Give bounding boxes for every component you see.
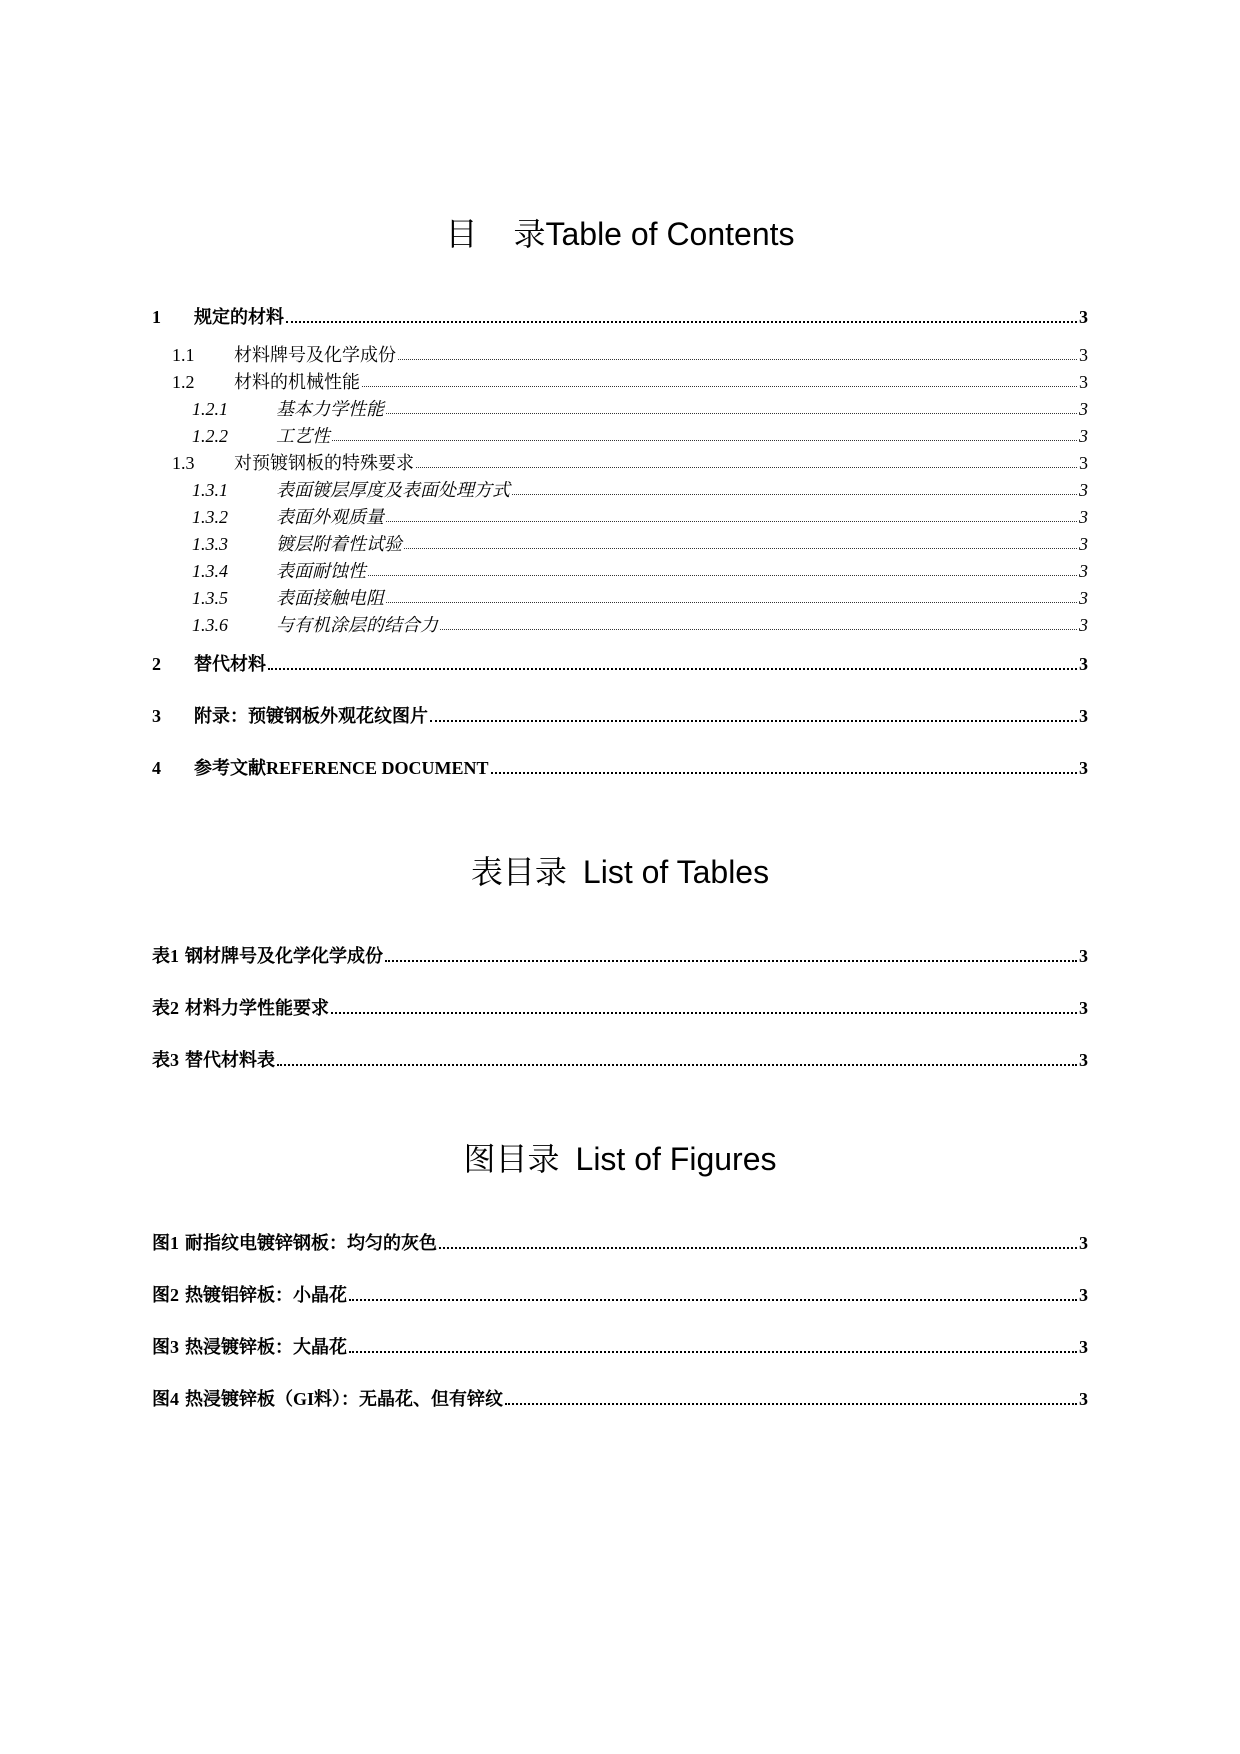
toc-entry-page: 3 <box>1079 480 1088 500</box>
toc-entry-title: 工艺性 <box>276 426 330 446</box>
toc-entry-number: 1.3.1 <box>192 480 228 500</box>
table-entry-page: 3 <box>1079 946 1088 966</box>
toc-entry-page: 3 <box>1079 615 1088 635</box>
toc-entry-number: 1.3.5 <box>192 588 228 608</box>
toc-entry-page: 3 <box>1079 399 1088 419</box>
toc-dot-leader <box>349 1299 1077 1301</box>
toc-entry-page: 3 <box>1079 426 1088 446</box>
toc-entry[interactable] <box>152 367 1088 393</box>
toc-entry[interactable] <box>152 340 1088 366</box>
toc-entry[interactable] <box>152 502 1088 528</box>
toc-entry-page: 3 <box>1079 706 1088 726</box>
table-entry-title: 钢材牌号及化学化学成份 <box>185 946 383 966</box>
toc-entry-title: 基本力学性能 <box>276 399 384 419</box>
toc-entry-title: 镀层附着性试验 <box>276 534 402 554</box>
toc-entry[interactable] <box>152 421 1088 447</box>
toc-entry-number: 1.3.6 <box>192 615 228 635</box>
toc-entry[interactable] <box>152 753 1088 779</box>
toc-dot-leader <box>349 1351 1077 1353</box>
toc-dot-leader <box>398 359 1077 360</box>
toc-entry[interactable] <box>152 448 1088 474</box>
toc-entry-page: 3 <box>1079 758 1088 778</box>
toc-entry-page: 3 <box>1079 507 1088 527</box>
figures-heading-part1: 图目录 <box>463 1141 560 1177</box>
contents-heading-part1: 目 <box>445 216 478 252</box>
figure-list-entry[interactable] <box>152 1384 1088 1410</box>
toc-entry-title: 附录：预镀钢板外观花纹图片 <box>194 706 428 726</box>
table-entry-page: 3 <box>1079 998 1088 1018</box>
table-list-entry[interactable] <box>152 993 1088 1019</box>
toc-entry-title: 表面镀层厚度及表面处理方式 <box>276 480 510 500</box>
toc-entry-number: 1.3.3 <box>192 534 228 554</box>
toc-dot-leader <box>268 668 1077 670</box>
table-list-entry[interactable] <box>152 1045 1088 1071</box>
toc-dot-leader <box>491 772 1077 774</box>
toc-entry-title: 表面外观质量 <box>276 507 384 527</box>
figure-list-entry[interactable] <box>152 1280 1088 1306</box>
figures-heading <box>0 1139 1240 1179</box>
toc-entry-page: 3 <box>1079 561 1088 581</box>
figure-entry-title: 热浸镀锌板：大晶花 <box>185 1337 347 1357</box>
figure-entry-page: 3 <box>1079 1233 1088 1253</box>
toc-entry-number: 1.3.4 <box>192 561 228 581</box>
toc-entry-number: 2 <box>152 654 161 674</box>
toc-dot-leader <box>386 521 1077 522</box>
toc-entry[interactable] <box>152 649 1088 675</box>
figure-list-entry[interactable] <box>152 1228 1088 1254</box>
toc-dot-leader <box>362 386 1077 387</box>
toc-dot-leader <box>368 575 1077 576</box>
toc-dot-leader <box>277 1064 1077 1066</box>
table-entry-page: 3 <box>1079 1050 1088 1070</box>
toc-entry[interactable] <box>152 610 1088 636</box>
toc-entry-page: 3 <box>1079 453 1088 473</box>
toc-dot-leader <box>439 1247 1077 1249</box>
figure-entry-number: 图3 <box>152 1337 179 1357</box>
figures-heading-part2: List of Figures <box>575 1141 777 1177</box>
toc-entry-number: 4 <box>152 758 161 778</box>
toc-entry-number: 1.2.2 <box>192 426 228 446</box>
contents-heading-part2: 录Table of Contents <box>513 216 795 252</box>
figure-entry-page: 3 <box>1079 1337 1088 1357</box>
toc-entry-number: 1.3.2 <box>192 507 228 527</box>
toc-entry-title: 与有机涂层的结合力 <box>276 615 438 635</box>
toc-dot-leader <box>416 467 1077 468</box>
toc-dot-leader <box>440 629 1077 630</box>
table-entry-title: 替代材料表 <box>185 1050 275 1070</box>
toc-dot-leader <box>386 602 1077 603</box>
tables-heading-part2: List of Tables <box>582 854 770 890</box>
toc-entry-title: 规定的材料 <box>194 307 284 327</box>
toc-dot-leader <box>386 413 1077 414</box>
toc-entry-number: 1.2.1 <box>192 399 228 419</box>
toc-dot-leader <box>332 440 1077 441</box>
toc-dot-leader <box>505 1403 1077 1405</box>
toc-entry-page: 3 <box>1079 534 1088 554</box>
toc-entry-page: 3 <box>1079 654 1088 674</box>
contents-heading <box>0 214 1240 254</box>
figure-entry-number: 图4 <box>152 1389 179 1409</box>
toc-entry-page: 3 <box>1079 372 1088 392</box>
toc-entry[interactable] <box>152 394 1088 420</box>
toc-dot-leader <box>430 720 1077 722</box>
tables-heading-part1: 表目录 <box>470 854 567 890</box>
toc-entry-title: 替代材料 <box>194 654 266 674</box>
tables-heading <box>0 852 1240 892</box>
toc-dot-leader <box>404 548 1077 549</box>
figure-entry-number: 图2 <box>152 1285 179 1305</box>
figure-list-entry[interactable] <box>152 1332 1088 1358</box>
toc-entry[interactable] <box>152 302 1088 328</box>
toc-entry[interactable] <box>152 475 1088 501</box>
toc-entry-number: 1.1 <box>172 345 195 365</box>
toc-entry[interactable] <box>152 583 1088 609</box>
table-entry-number: 表2 <box>152 998 179 1018</box>
toc-entry-title: 对预镀钢板的特殊要求 <box>234 453 414 473</box>
figure-entry-title: 耐指纹电镀锌钢板：均匀的灰色 <box>185 1233 437 1253</box>
table-list-entry[interactable] <box>152 941 1088 967</box>
toc-entry-title: 材料的机械性能 <box>234 372 360 392</box>
toc-dot-leader <box>286 321 1077 323</box>
figure-entry-title: 热浸镀锌板（GI料）：无晶花、但有锌纹 <box>185 1389 504 1409</box>
toc-entry[interactable] <box>152 556 1088 582</box>
toc-dot-leader <box>512 494 1077 495</box>
toc-entry[interactable] <box>152 529 1088 555</box>
toc-entry-page: 3 <box>1079 345 1088 365</box>
figure-entry-page: 3 <box>1079 1389 1088 1409</box>
toc-entry-title: 表面耐蚀性 <box>276 561 366 581</box>
toc-entry-title: 表面接触电阻 <box>276 588 384 608</box>
toc-entry-number: 1.3 <box>172 453 195 473</box>
toc-entry-number: 1 <box>152 307 161 327</box>
figure-entry-number: 图1 <box>152 1233 179 1253</box>
toc-entry[interactable] <box>152 701 1088 727</box>
table-entry-number: 表1 <box>152 946 179 966</box>
table-entry-title: 材料力学性能要求 <box>185 998 329 1018</box>
toc-entry-page: 3 <box>1079 307 1088 327</box>
toc-entry-number: 3 <box>152 706 161 726</box>
toc-entry-title: 材料牌号及化学成份 <box>234 345 396 365</box>
toc-entry-number: 1.2 <box>172 372 195 392</box>
toc-entry-title: 参考文献REFERENCE DOCUMENT <box>194 758 489 778</box>
toc-entry-page: 3 <box>1079 588 1088 608</box>
table-entry-number: 表3 <box>152 1050 179 1070</box>
figure-entry-title: 热镀铝锌板：小晶花 <box>185 1285 347 1305</box>
toc-dot-leader <box>331 1012 1077 1014</box>
figure-entry-page: 3 <box>1079 1285 1088 1305</box>
toc-dot-leader <box>385 960 1077 962</box>
